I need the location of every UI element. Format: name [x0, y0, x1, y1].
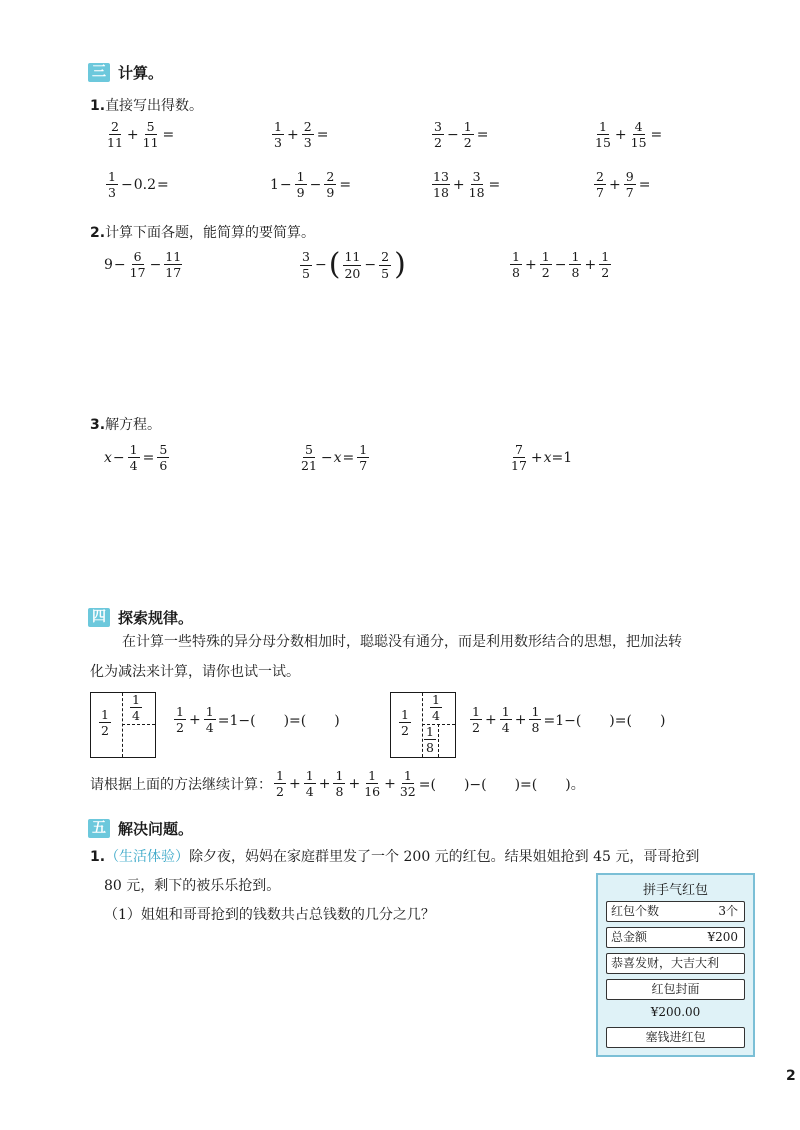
eighth-label: $\frac{1}{8}$ — [422, 725, 438, 754]
fraction: $\frac{1}{4}$ — [304, 769, 316, 798]
expression: $\frac{1}{3}$ + $\frac{2}{3}$ = — [270, 120, 329, 149]
fraction: $\frac{1}{8}$ — [333, 769, 345, 798]
send-packet-button[interactable]: 塞钱进红包 — [606, 1027, 745, 1048]
fraction: $\frac{5}{11}$ — [142, 119, 159, 151]
section-5-header — [88, 818, 193, 839]
section-3-header — [88, 62, 163, 83]
red-packet-card — [596, 873, 755, 1057]
question-1-heading — [90, 95, 203, 115]
section-number-badge: 三 — [88, 63, 110, 82]
question-number: 1. — [90, 98, 106, 114]
fraction: $\frac{9}{7}$ — [624, 170, 636, 199]
question-number: 2. — [90, 225, 106, 241]
fraction: $\frac{1}{8}$ — [569, 250, 581, 279]
problem-number: 1. — [90, 849, 106, 865]
expression: $\frac{2}{11}$ + $\frac{5}{11}$ = — [107, 119, 175, 151]
page-number: 2 — [786, 1068, 796, 1084]
fraction: $\frac{1}{9}$ — [295, 170, 307, 199]
fraction: $\frac{1}{3}$ — [272, 120, 284, 149]
explore-lead-text: 请根据上面的方法继续计算： — [90, 776, 272, 793]
fraction: $\frac{1}{2}$ — [599, 250, 611, 279]
section-title: 计算。 — [118, 64, 164, 82]
fraction: $\frac{1}{8}$ — [529, 705, 541, 734]
fraction: $\frac{1}{2}$ — [462, 120, 474, 149]
equation: $\frac{5}{21}$ − x = $\frac{1}{7}$ — [298, 443, 371, 472]
total-amount-field[interactable]: 总金额 ¥200 — [606, 927, 745, 948]
expression: 9 − $\frac{6}{17}$ − $\frac{11}{17}$ — [104, 249, 182, 281]
fraction: $\frac{1}{3}$ — [106, 170, 118, 199]
section-number-badge: 四 — [88, 608, 110, 627]
problem-1-line-2: 80 元，剩下的被乐乐抢到。 — [104, 878, 281, 894]
question-3-heading — [90, 414, 161, 434]
fraction: $\frac{7}{17}$ — [511, 442, 527, 474]
packet-count-field[interactable]: 红包个数 3个 — [606, 901, 745, 922]
expression: $\frac{13}{18}$ + $\frac{3}{18}$ = — [433, 169, 501, 201]
fraction: $\frac{3}{5}$ — [300, 250, 312, 279]
fraction: $\frac{1}{8}$ — [510, 250, 522, 279]
fraction: $\frac{6}{17}$ — [129, 249, 146, 281]
fraction: $\frac{1}{2}$ — [470, 705, 482, 734]
fraction: $\frac{1}{4}$ — [204, 705, 216, 734]
question-number: 3. — [90, 417, 106, 433]
quarter-label: $\frac{1}{4}$ — [128, 693, 144, 722]
explore-paragraph-line-1: 在计算一些特殊的异分母分数相加时，聪聪没有通分，而是利用数形结合的思想，把加法转 — [122, 634, 682, 650]
fraction: $\frac{2}{5}$ — [379, 250, 391, 279]
expression: $\frac{3}{5}$ − ( $\frac{11}{20}$ − $\frac{2}{5}$ ) — [298, 250, 407, 280]
fraction: $\frac{1}{4}$ — [500, 705, 512, 734]
fraction: $\frac{2}{9}$ — [324, 170, 336, 199]
fraction: $\frac{4}{15}$ — [630, 119, 647, 151]
fraction: $\frac{1}{15}$ — [595, 119, 611, 151]
section-title: 探索规律。 — [118, 609, 194, 627]
square-diagram-1 — [90, 692, 156, 758]
fraction: $\frac{1}{2}$ — [274, 769, 286, 798]
fraction: $\frac{3}{18}$ — [468, 169, 485, 201]
section-title: 解决问题。 — [118, 820, 194, 838]
fraction: $\frac{13}{18}$ — [433, 169, 449, 201]
section-4-header — [88, 607, 193, 628]
fraction: $\frac{1}{32}$ — [399, 768, 416, 800]
explore-continue-line: 请根据上面的方法继续计算： $\frac{1}{2}$ + $\frac{1}{4}$ + $\frac{1}{8}$ + $\frac{1}{16}$ + $\frac{1}{32}$ =( )−( )=( )。 — [90, 768, 585, 800]
fraction: $\frac{1}{2}$ — [540, 250, 552, 279]
problem-1-line-1 — [90, 843, 699, 871]
problem-1-subquestion-1: （1）姐姐和哥哥抢到的钱数共占总钱数的几分之几？ — [104, 907, 435, 923]
equation: $\frac{7}{17}$ + x =1 — [511, 442, 573, 474]
problem-tag: （生活体验） — [105, 849, 190, 865]
fraction: $\frac{2}{3}$ — [302, 120, 314, 149]
expression: $\frac{3}{2}$ − $\frac{1}{2}$ = — [430, 120, 489, 149]
explore-expression-1: $\frac{1}{2}$ + $\frac{1}{4}$ =1−( )=( ) — [172, 705, 340, 734]
fraction: $\frac{1}{2}$ — [174, 705, 186, 734]
half-label: $\frac{1}{2}$ — [97, 708, 113, 737]
card-title: 拼手气红包 — [642, 883, 708, 898]
fraction: $\frac{11}{20}$ — [344, 249, 361, 281]
section-number-badge: 五 — [88, 819, 110, 838]
fraction: $\frac{5}{6}$ — [157, 443, 169, 472]
amount-display: ¥200.00 — [650, 1005, 701, 1019]
fraction: $\frac{5}{21}$ — [301, 442, 317, 474]
fraction: $\frac{1}{16}$ — [364, 768, 381, 800]
expression: $\frac{1}{8}$ + $\frac{1}{2}$ − $\frac{1}{8}$ + $\frac{1}{2}$ — [508, 250, 613, 279]
question-2-heading — [90, 222, 315, 242]
equation: x − $\frac{1}{4}$ = $\frac{5}{6}$ — [104, 443, 171, 472]
fraction: $\frac{11}{17}$ — [165, 249, 182, 281]
cover-button[interactable]: 红包封面 — [606, 979, 745, 1000]
fraction: $\frac{2}{11}$ — [107, 119, 123, 151]
greeting-field[interactable]: 恭喜发财，大吉大利 — [606, 953, 745, 974]
quarter-label: $\frac{1}{4}$ — [428, 693, 444, 722]
half-label: $\frac{1}{2}$ — [397, 708, 413, 737]
expression: $\frac{1}{15}$ + $\frac{4}{15}$ = — [595, 119, 663, 151]
square-diagram-2 — [390, 692, 456, 758]
explore-paragraph-line-2: 化为减法来计算，请你也试一试。 — [90, 664, 300, 680]
problem-text: 除夕夜，妈妈在家庭群里发了一个 200 元的红包。结果姐姐抢到 45 元，哥哥抢到 — [189, 849, 700, 865]
fraction: $\frac{3}{2}$ — [432, 120, 444, 149]
expression: 1 − $\frac{1}{9}$ − $\frac{2}{9}$ = — [270, 169, 352, 201]
fraction: $\frac{2}{7}$ — [594, 170, 606, 199]
expression: $\frac{2}{7}$ + $\frac{9}{7}$ = — [592, 170, 651, 199]
explore-expression-2: $\frac{1}{2}$ + $\frac{1}{4}$ + $\frac{1}{8}$ =1−( )=( ) — [468, 705, 665, 734]
question-text: 直接写出得数。 — [105, 98, 204, 114]
fraction: $\frac{1}{7}$ — [357, 443, 369, 472]
fraction: $\frac{1}{4}$ — [128, 443, 140, 472]
expression: $\frac{1}{3}$ − 0.2 = — [104, 170, 170, 199]
question-text: 计算下面各题，能简算的要简算。 — [105, 225, 316, 241]
question-text: 解方程。 — [105, 417, 162, 433]
